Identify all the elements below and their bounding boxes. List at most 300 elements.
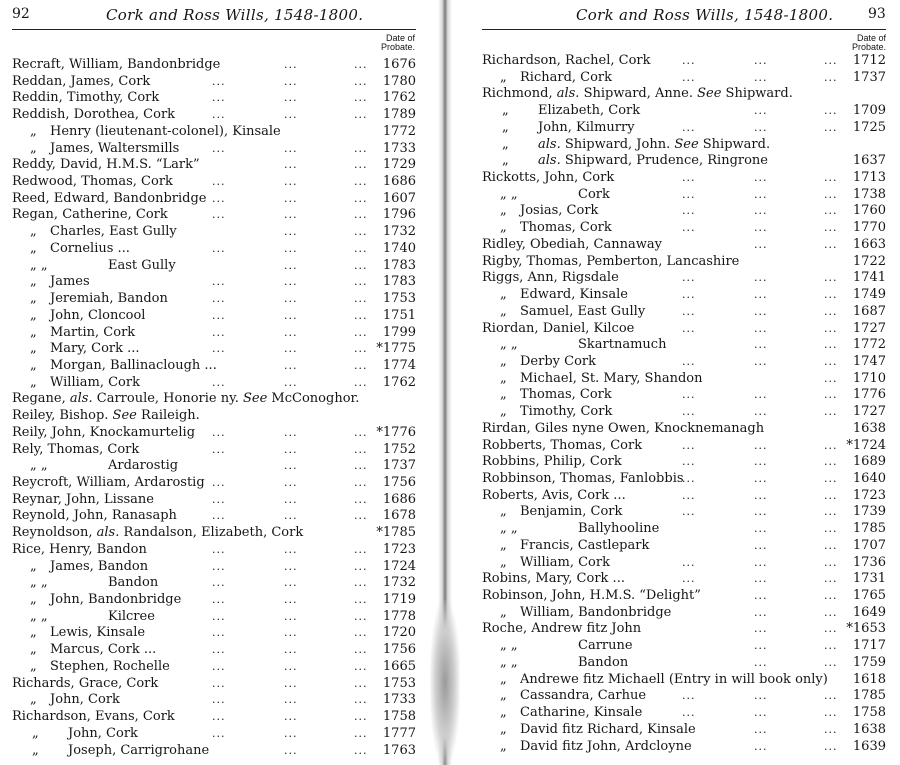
dot-leader: ... — [682, 304, 696, 318]
list-item — [12, 407, 420, 424]
entry-name: Robinson, John, H.M.S. “Delight” — [482, 588, 701, 604]
probate-date: 1722 — [852, 253, 886, 269]
dot-leader: ... — [212, 241, 226, 255]
dot-leader: ... — [754, 104, 768, 118]
header-rule — [12, 29, 416, 30]
entry-name: Edward, Kinsale — [520, 287, 629, 303]
probate-date: 1770 — [852, 220, 886, 236]
ditto-mark: „ — [500, 688, 507, 704]
ditto-mark: „ — [502, 119, 509, 135]
entry-name: John, Kilmurry — [538, 119, 635, 135]
dot-leader: ... — [212, 693, 226, 707]
probate-date: 1772 — [852, 337, 886, 353]
dot-leader: ... — [354, 710, 368, 724]
list-item — [482, 253, 890, 270]
list-item — [482, 102, 890, 119]
dot-leader: ... — [212, 91, 226, 105]
ditto-mark: „ — [30, 240, 37, 256]
dot-leader: ... — [824, 321, 838, 335]
probate-date: 1752 — [382, 441, 416, 457]
ditto-mark: „ — [30, 658, 37, 674]
entry-name: Jeremiah, Bandon — [50, 291, 168, 307]
list-item — [482, 320, 890, 337]
page-number: 93 — [868, 6, 886, 22]
probate-date: 1774 — [382, 357, 416, 373]
entry-name: Cornelius ... — [50, 240, 130, 256]
dot-leader: ... — [354, 91, 368, 105]
list-item — [12, 324, 420, 341]
dot-leader: ... — [354, 442, 368, 456]
probate-date: 1689 — [852, 454, 886, 470]
probate-date: 1737 — [382, 458, 416, 474]
dot-leader: ... — [754, 120, 768, 134]
entry-name: Thomas, Cork — [520, 387, 612, 403]
ditto-mark: „ — [500, 554, 507, 570]
dot-leader: ... — [354, 593, 368, 607]
list-item — [482, 437, 890, 454]
dot-leader: ... — [212, 559, 226, 573]
ditto-mark: „ — [30, 558, 37, 574]
list-item — [12, 558, 420, 575]
dot-leader: ... — [284, 292, 298, 306]
probate-date: 1749 — [852, 287, 886, 303]
dot-leader: ... — [754, 538, 768, 552]
dot-leader: ... — [212, 609, 226, 623]
entry-name: Stephen, Rochelle — [50, 658, 170, 674]
list-item — [482, 303, 890, 320]
entry-name: Reddan, James, Cork — [12, 73, 151, 89]
entry-name: Robbins, Philip, Cork — [482, 454, 622, 470]
entry-name: Timothy, Cork — [520, 404, 613, 420]
list-item — [12, 675, 420, 692]
dot-leader: ... — [824, 271, 838, 285]
dot-leader: ... — [682, 455, 696, 469]
entry-name: Reynold, John, Ranasaph — [12, 508, 177, 524]
dot-leader: ... — [682, 689, 696, 703]
dot-leader: ... — [824, 338, 838, 352]
dot-leader: ... — [284, 593, 298, 607]
date-header-line2: Probate. — [380, 42, 415, 52]
dot-leader: ... — [824, 505, 838, 519]
entry-name: John, Cork — [68, 725, 138, 741]
dot-leader: ... — [682, 438, 696, 452]
date-of-probate-header — [826, 34, 886, 52]
entry-name: als. Shipward, John. See Shipward. — [538, 136, 771, 152]
probate-date: 1756 — [382, 475, 416, 490]
dot-leader: ... — [754, 555, 768, 569]
dot-leader: ... — [824, 522, 838, 536]
dot-leader: ... — [824, 70, 838, 84]
dot-leader: ... — [284, 476, 298, 489]
probate-date: 1649 — [852, 604, 886, 620]
list-item — [482, 52, 890, 69]
entry-name: Charles, East Gully — [50, 224, 177, 240]
list-item — [12, 156, 420, 173]
entry-name: John, Cloncool — [50, 307, 146, 323]
probate-date: 1719 — [382, 592, 416, 608]
dot-leader: ... — [284, 693, 298, 707]
probate-date: 1687 — [852, 303, 886, 319]
ditto-mark: „ — [500, 721, 507, 737]
ditto-mark: „ — [30, 642, 37, 658]
probate-date: 1733 — [382, 140, 416, 156]
dot-leader: ... — [824, 204, 838, 218]
entry-name: Derby Cork — [520, 353, 596, 369]
dot-leader: ... — [212, 542, 226, 556]
probate-date: 1759 — [852, 654, 886, 670]
dot-leader: ... — [284, 225, 298, 239]
ditto-mark: „ „ — [30, 257, 48, 273]
dot-leader: ... — [682, 54, 696, 67]
list-item — [482, 587, 890, 604]
dot-leader: ... — [284, 576, 298, 590]
left-page — [0, 0, 440, 765]
list-item — [482, 186, 890, 203]
dot-leader: ... — [354, 425, 368, 439]
probate-date: 1733 — [382, 692, 416, 708]
probate-date: 1777 — [382, 725, 416, 741]
entry-name: Marcus, Cork ... — [50, 642, 157, 658]
dot-leader: ... — [754, 321, 768, 335]
list-item — [12, 591, 420, 608]
list-item — [482, 136, 890, 153]
dot-leader: ... — [754, 288, 768, 302]
dot-leader: ... — [284, 258, 298, 272]
ditto-mark: „ — [500, 69, 507, 85]
entry-name: Skartnamuch — [578, 337, 667, 353]
ditto-mark: „ — [30, 307, 37, 323]
probate-date: 1741 — [852, 270, 886, 286]
dot-leader: ... — [284, 325, 298, 339]
dot-leader: ... — [824, 120, 838, 134]
entry-name: Richard, Cork — [520, 69, 613, 85]
dot-leader: ... — [354, 643, 368, 657]
right-page — [452, 0, 900, 765]
dot-leader: ... — [354, 191, 368, 205]
probate-date: 1637 — [852, 153, 886, 169]
dot-leader: ... — [824, 722, 838, 736]
ditto-mark: „ — [502, 103, 509, 119]
list-item — [482, 554, 890, 571]
dot-leader: ... — [682, 187, 696, 201]
entry-name: Rice, Henry, Bandon — [12, 541, 147, 557]
dot-leader: ... — [682, 321, 696, 335]
dot-leader: ... — [824, 605, 838, 619]
list-item — [12, 73, 420, 90]
entry-name: Benjamin, Cork — [520, 504, 623, 520]
dot-leader: ... — [354, 626, 368, 640]
dot-leader: ... — [824, 388, 838, 402]
date-header-line1: Date of — [385, 33, 415, 43]
dot-leader: ... — [284, 208, 298, 222]
date-header-line1: Date of — [856, 33, 886, 43]
entry-name: Bandon — [108, 575, 159, 591]
probate-date: 1747 — [852, 353, 886, 369]
list-item — [482, 336, 890, 353]
entry-name: Reynar, John, Lissane — [12, 491, 154, 507]
dot-leader: ... — [212, 593, 226, 607]
list-item — [12, 541, 420, 558]
list-item — [482, 503, 890, 520]
list-item — [482, 269, 890, 286]
dot-leader: ... — [754, 438, 768, 452]
dot-leader: ... — [212, 576, 226, 590]
dot-leader: ... — [824, 54, 838, 67]
list-item — [12, 441, 420, 458]
ditto-mark: „ — [500, 203, 507, 219]
dot-leader: ... — [824, 488, 838, 502]
running-title: Cork and Ross Wills, 1548-1800. — [576, 6, 834, 24]
dot-leader: ... — [284, 492, 298, 506]
probate-date: 1723 — [852, 487, 886, 503]
dot-leader: ... — [212, 141, 226, 155]
entry-name: Rirdan, Giles nyne Owen, Knocknemanagh — [482, 420, 765, 436]
list-item — [482, 453, 890, 470]
dot-leader: ... — [212, 509, 226, 523]
entry-name: Roberts, Avis, Cork ... — [482, 487, 626, 503]
running-title: Cork and Ross Wills, 1548-1800. — [106, 6, 364, 24]
list-item — [12, 742, 420, 759]
dot-leader: ... — [212, 626, 226, 640]
probate-date: 1756 — [382, 642, 416, 658]
entry-name: Bandon — [578, 654, 629, 670]
dot-leader: ... — [212, 492, 226, 506]
dot-leader: ... — [284, 726, 298, 740]
dot-leader: ... — [354, 358, 368, 372]
dot-leader: ... — [354, 693, 368, 707]
ditto-mark: „ — [30, 592, 37, 608]
dot-leader: ... — [212, 292, 226, 306]
list-item — [12, 374, 420, 391]
ditto-mark: „ — [500, 738, 507, 754]
dot-leader: ... — [212, 726, 226, 740]
ditto-mark: „ — [30, 140, 37, 156]
probate-date: 1710 — [852, 370, 886, 386]
ditto-mark: „ — [502, 136, 509, 152]
list-item — [482, 738, 890, 755]
probate-date: 1765 — [852, 588, 886, 604]
list-item — [12, 641, 420, 658]
list-item — [12, 223, 420, 240]
dot-leader: ... — [212, 659, 226, 673]
dot-leader: ... — [284, 91, 298, 105]
list-item — [12, 273, 420, 290]
probate-date: 1676 — [382, 57, 416, 72]
dot-leader: ... — [754, 187, 768, 201]
entry-name: Andrewe fitz Michaell (Entry in will book only) — [520, 671, 828, 687]
probate-date: 1678 — [382, 508, 416, 524]
probate-date: 1783 — [382, 274, 416, 290]
dot-leader: ... — [354, 676, 368, 690]
dot-leader: ... — [212, 108, 226, 122]
dot-leader: ... — [354, 58, 368, 71]
list-item — [12, 691, 420, 708]
probate-date: 1686 — [382, 491, 416, 507]
dot-leader: ... — [354, 308, 368, 322]
entry-name: James, Waltersmills — [50, 140, 180, 156]
ditto-mark: „ — [30, 224, 37, 240]
entry-name: James — [50, 274, 90, 290]
dot-leader: ... — [354, 158, 368, 172]
dot-leader: ... — [354, 292, 368, 306]
ditto-mark: „ — [500, 404, 507, 420]
dot-leader: ... — [824, 455, 838, 469]
dot-leader: ... — [284, 659, 298, 673]
entry-name: Riordan, Daniel, Kilcoe — [482, 320, 635, 336]
entry-name: Reddy, David, H.M.S. “Lark” — [12, 157, 200, 173]
entry-name: John, Cork — [50, 692, 120, 708]
dot-leader: ... — [754, 689, 768, 703]
probate-date: 1785 — [852, 521, 886, 537]
ditto-mark: „ — [500, 504, 507, 520]
dot-leader: ... — [682, 70, 696, 84]
dot-leader: ... — [682, 706, 696, 720]
dot-leader: ... — [354, 225, 368, 239]
probate-date: *1653 — [846, 621, 886, 637]
list-item — [12, 257, 420, 274]
list-item — [482, 687, 890, 704]
entry-name: Martin, Cork — [50, 324, 136, 340]
dot-leader: ... — [354, 175, 368, 189]
probate-date: 1731 — [852, 571, 886, 587]
dot-leader: ... — [754, 622, 768, 636]
dot-leader: ... — [354, 258, 368, 272]
entry-name: Richardson, Evans, Cork — [12, 709, 175, 725]
probate-date: 1724 — [382, 558, 416, 574]
dot-leader: ... — [284, 676, 298, 690]
list-item — [482, 520, 890, 537]
ditto-mark: „ — [500, 287, 507, 303]
dot-leader: ... — [284, 275, 298, 289]
list-item — [12, 307, 420, 324]
ditto-mark: „ „ — [30, 608, 48, 624]
dot-leader: ... — [754, 522, 768, 536]
entry-name: James, Bandon — [50, 558, 149, 574]
entry-name: Robins, Mary, Cork ... — [482, 571, 625, 587]
entry-name: Reiley, Bishop. See Raileigh. — [12, 408, 200, 424]
probate-date: 1727 — [852, 404, 886, 420]
list-item — [12, 491, 420, 508]
dot-leader: ... — [354, 241, 368, 255]
dot-leader: ... — [212, 74, 226, 88]
dot-leader: ... — [212, 476, 226, 489]
probate-date: 1717 — [852, 638, 886, 654]
dot-leader: ... — [354, 542, 368, 556]
dot-leader: ... — [754, 204, 768, 218]
entry-name: Roche, Andrew fitz John — [482, 621, 642, 637]
ditto-mark: „ — [30, 274, 37, 290]
probate-date: 1618 — [852, 671, 886, 687]
entry-name: Rigby, Thomas, Pemberton, Lancashire — [482, 253, 740, 269]
dot-leader: ... — [824, 655, 838, 669]
dot-leader: ... — [354, 325, 368, 339]
dot-leader: ... — [284, 191, 298, 205]
dot-leader: ... — [212, 643, 226, 657]
dot-leader: ... — [284, 609, 298, 623]
dot-leader: ... — [824, 171, 838, 185]
dot-leader: ... — [354, 492, 368, 506]
list-item — [12, 457, 420, 474]
list-item — [12, 507, 420, 524]
list-item — [482, 169, 890, 186]
probate-date: 1751 — [382, 307, 416, 323]
ditto-mark: „ — [502, 153, 509, 169]
ditto-mark: „ „ — [30, 458, 48, 474]
entry-name: Rely, Thomas, Cork — [12, 441, 140, 457]
dot-leader: ... — [354, 375, 368, 389]
entry-name: Riggs, Ann, Rigsdale — [482, 270, 619, 286]
entry-name: Ardarostig — [108, 458, 179, 474]
entry-name: Josias, Cork — [520, 203, 599, 219]
dot-leader: ... — [212, 175, 226, 189]
probate-date: 1778 — [382, 608, 416, 624]
list-item — [482, 219, 890, 236]
dot-leader: ... — [824, 288, 838, 302]
entry-name: Richardson, Rachel, Cork — [482, 53, 651, 68]
ditto-mark: „ „ — [500, 638, 518, 654]
entry-name: John, Bandonbridge — [50, 592, 182, 608]
probate-date: 1727 — [852, 320, 886, 336]
probate-date: 1729 — [382, 157, 416, 173]
dot-leader: ... — [824, 472, 838, 485]
dot-leader: ... — [354, 74, 368, 88]
probate-date: 1732 — [382, 224, 416, 240]
list-item — [12, 725, 420, 742]
ditto-mark: „ — [30, 341, 37, 357]
dot-leader: ... — [824, 572, 838, 586]
list-item — [12, 106, 420, 123]
list-item — [482, 637, 890, 654]
entry-name: Carrune — [578, 638, 633, 654]
list-item — [12, 424, 420, 441]
entry-name: William, Cork — [50, 374, 140, 390]
dot-leader: ... — [682, 472, 696, 485]
probate-date: 1639 — [852, 738, 886, 754]
dot-leader: ... — [354, 559, 368, 573]
header-rule — [482, 29, 886, 30]
dot-leader: ... — [354, 275, 368, 289]
dot-leader: ... — [824, 187, 838, 201]
entry-name: Regane, als. Carroule, Honorie ny. See McConoghor. — [12, 391, 360, 407]
entry-name: Kilcree — [108, 608, 155, 624]
entry-name: Lewis, Kinsale — [50, 625, 146, 641]
list-item — [482, 654, 890, 671]
entry-name: William, Cork — [520, 554, 610, 570]
ditto-mark: „ — [500, 303, 507, 319]
dot-leader: ... — [354, 726, 368, 740]
probate-date: 1686 — [382, 174, 416, 190]
dot-leader: ... — [754, 605, 768, 619]
entry-name: Cassandra, Carhue — [520, 688, 647, 704]
dot-leader: ... — [682, 171, 696, 185]
dot-leader: ... — [284, 308, 298, 322]
list-item — [12, 206, 420, 223]
entry-name: Richards, Grace, Cork — [12, 675, 159, 691]
probate-date: 1785 — [852, 688, 886, 704]
list-item — [12, 390, 420, 407]
dot-leader: ... — [354, 141, 368, 155]
probate-date: 1607 — [382, 190, 416, 206]
dot-leader: ... — [284, 459, 298, 473]
dot-leader: ... — [754, 572, 768, 586]
list-item — [12, 240, 420, 257]
probate-date: 1712 — [852, 53, 886, 68]
probate-date: *1776 — [376, 424, 416, 440]
list-item — [12, 524, 420, 541]
date-header-line2: Probate. — [851, 42, 886, 52]
dot-leader: ... — [284, 542, 298, 556]
dot-leader: ... — [754, 221, 768, 235]
